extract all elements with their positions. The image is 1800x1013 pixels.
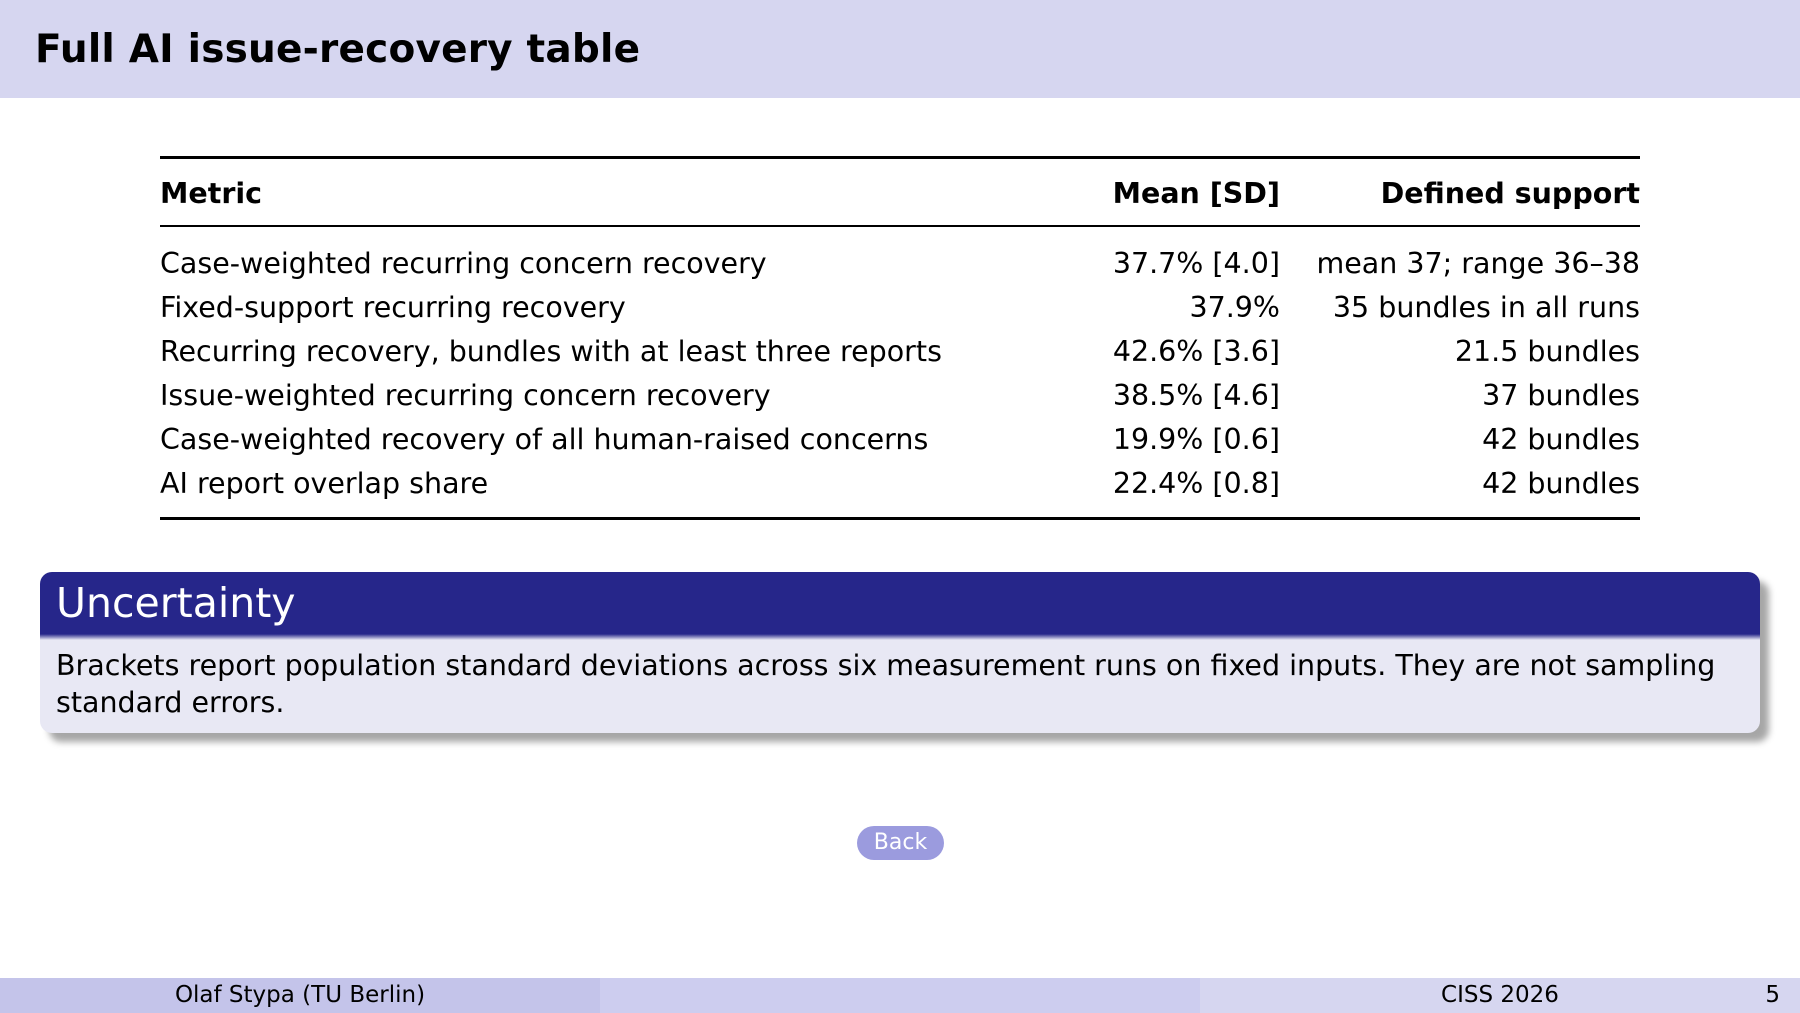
cell-metric: AI report overlap share [160, 466, 489, 500]
cell-mean: 37.9% [1189, 290, 1280, 324]
cell-mean: 19.9% [0.6] [1112, 422, 1280, 456]
footer-author: Olaf Stypa (TU Berlin) [174, 982, 426, 1008]
cell-support: 37 bundles [1482, 378, 1640, 412]
table-row [160, 285, 1640, 329]
header-mean-sd: Mean [SD] [1112, 177, 1280, 210]
cell-support: 21.5 bundles [1454, 334, 1640, 368]
footer-venue: CISS 2026 [1441, 982, 1559, 1008]
cell-support: 42 bundles [1482, 422, 1640, 456]
cell-mean: 22.4% [0.8] [1112, 466, 1280, 500]
table-header-row [160, 158, 1640, 227]
header-metric: Metric [160, 177, 263, 210]
uncertainty-block-body: Brackets report population standard deviations across six measurement runs on fixed inputs. They are not sampling standard errors. [56, 649, 1716, 719]
uncertainty-block-title: Uncertainty [40, 572, 1760, 634]
cell-mean: 42.6% [3.6] [1112, 334, 1280, 368]
table-row [160, 373, 1640, 417]
footer [0, 978, 1800, 1013]
cell-support: mean 37; range 36–38 [1316, 246, 1640, 280]
cell-support: 42 bundles [1482, 466, 1640, 500]
cell-metric: Case-weighted recurring concern recovery [160, 246, 767, 280]
cell-mean: 37.7% [4.0] [1112, 246, 1280, 280]
results-table-container [160, 156, 1640, 520]
back-button[interactable]: Back [857, 826, 944, 860]
table-row [160, 329, 1640, 373]
table-row [160, 226, 1640, 285]
cell-metric: Fixed-support recurring recovery [160, 290, 626, 324]
cell-metric: Recurring recovery, bundles with at least three reports [160, 334, 942, 368]
uncertainty-block [40, 572, 1760, 733]
table-row [160, 417, 1640, 461]
results-table [160, 156, 1640, 520]
slide-title: Full AI issue-recovery table [35, 27, 641, 72]
cell-metric: Issue-weighted recurring concern recovery [160, 378, 771, 412]
title-bar [0, 0, 1800, 98]
footer-middle-segment [600, 978, 1200, 1013]
cell-mean: 38.5% [4.6] [1112, 378, 1280, 412]
header-defined-support: Defined support [1380, 177, 1640, 210]
footer-page-number: 5 [1765, 982, 1780, 1008]
cell-support: 35 bundles in all runs [1332, 290, 1640, 324]
table-row [160, 461, 1640, 519]
cell-metric: Case-weighted recovery of all human-raised concerns [160, 422, 929, 456]
